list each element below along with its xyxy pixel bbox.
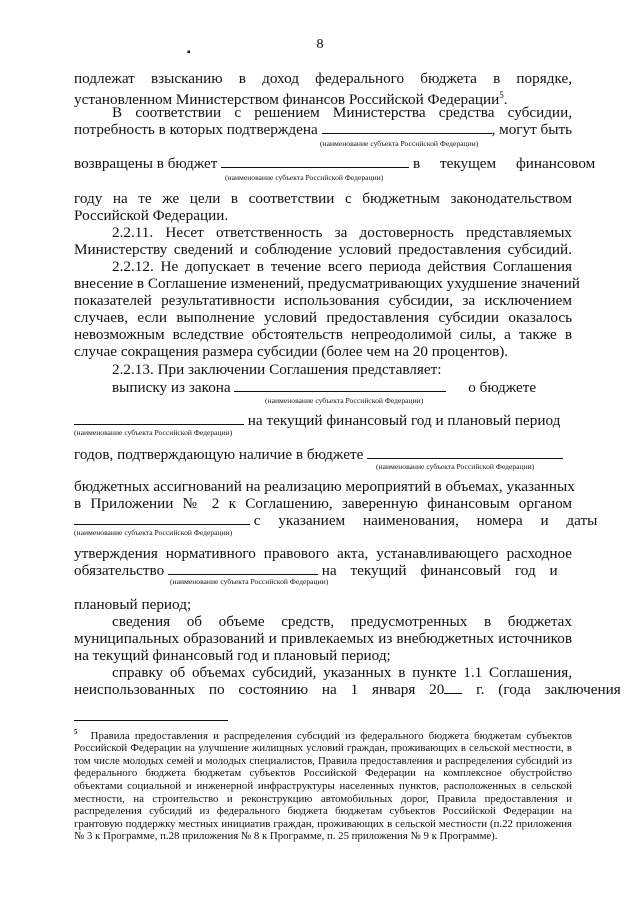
text-line: сведения об объеме средств, предусмотренных в бюджетах — [112, 613, 572, 630]
text-line: на текущий финансовый год и плановый период — [74, 412, 572, 429]
blank-field — [221, 155, 409, 168]
page-number: 8 — [316, 37, 324, 52]
field-caption: (наименование субъекта Российской Федерации) — [376, 462, 535, 471]
text-line: показателей результативности использования субсидии, за исключением — [74, 292, 572, 309]
blank-field — [74, 512, 250, 525]
blank-field — [367, 446, 563, 459]
text-line: 2.2.13. При заключении Соглашения представляет: — [112, 361, 442, 378]
field-caption: (наименование субъекта Российской Федерации) — [265, 396, 424, 405]
text-line: 2.2.11. Несет ответственность за достоверность представляемых — [112, 224, 572, 241]
text-line: утверждения нормативного правового акта, устанавливающего расходное — [74, 545, 572, 562]
field-caption: (наименование субъекта Российской Федерации) — [225, 173, 384, 182]
blank-field — [74, 412, 244, 425]
blank-field — [444, 681, 462, 694]
text-line: году на те же цели в соответствии с бюджетным законодательством — [74, 190, 572, 207]
text-line: обязательство на текущий финансовый год и — [74, 562, 558, 579]
text-line: случае сокращения размера субсидии (более чем на 20 процентов). — [74, 343, 509, 360]
text-line: Российской Федерации. — [74, 207, 229, 224]
footnote-mark: 5 — [74, 728, 78, 736]
field-caption: (наименование субъекта Российской Федерации) — [320, 139, 479, 148]
text-line: В соответствии с решением Министерства средства субсидии, — [112, 104, 572, 121]
text-line: неиспользованных по состоянию на 1 января 20 г. (года заключения — [74, 681, 621, 698]
footnote-ref: 5 — [499, 90, 504, 100]
text-line: 2.2.12. Не допускает в течение всего периода действия Соглашения — [112, 258, 572, 275]
text-line: в Приложении № 2 к Соглашению, заверенную финансовым органом — [74, 495, 572, 512]
footnote-separator — [74, 720, 228, 721]
text-line: возвращены в бюджет в текущем финансовом — [74, 155, 596, 172]
text-line: Министерству сведений и соблюдение условий предоставления субсидий. — [74, 241, 572, 258]
field-caption: (наименование субъекта Российской Федерации) — [74, 428, 233, 437]
field-caption: (наименование субъекта Российской Федерации) — [74, 528, 233, 537]
blank-field — [168, 562, 318, 575]
text-line: невозможным вследствие обстоятельств непреодолимой силы, а также в — [74, 326, 572, 343]
text-line: плановый период; — [74, 596, 192, 613]
text-line: установленном Министерством финансов Российской Федерации$^5$. — [74, 90, 508, 109]
text-line: внесение в Соглашение изменений, предусматривающих ухудшение значений — [74, 275, 580, 292]
text-line: выписку из закона о бюджете — [112, 379, 537, 396]
text-line: случаев, если выполнение условий предоставления субсидии оказалось — [74, 309, 572, 326]
text-line: с указанием наименования, номера и даты — [74, 512, 572, 529]
footnote — [74, 726, 572, 843]
text-line: справку об объемах субсидий, указанных в пункте 1.1 Соглашения, — [112, 664, 572, 681]
field-caption: (наименование субъекта Российской Федерации) — [170, 577, 329, 586]
text-line: годов, подтверждающую наличие в бюджете — [74, 446, 572, 463]
text-line: подлежат взысканию в доход федерального бюджета в порядке, — [74, 70, 572, 87]
scan-mark: ▪ — [187, 47, 191, 58]
text-line: бюджетных ассигнований на реализацию мероприятий в объемах, указанных — [74, 478, 575, 495]
text-line: потребность в которых подтверждена , могут быть — [74, 121, 573, 138]
blank-field — [322, 121, 492, 134]
footnote-text: Правила предоставления и распределения субсидий из федерального бюджета бюджетам субъектов Российской Федерации на улучшение жилищных условий граждан, проживающих в сельской местности, в том числе молодых семей и молодых специалистов, Правила предоставления и распределения субсидий из федерального бюджета бюджетам субъектов Российской Федерации на комплексное обустройство объектами социальной и инженерной инфраструктуры населенных пунктов, расположенных в сельской местности, на строительство и реконструкцию автомобильных дорог, Правила предоставления и распределения субсидий из федерального бюджета бюджетам субъектов Российской Федерации на грантовую поддержку местных инициатив граждан, проживающих в сельской местности (п.22 приложения № 3 к Программе, п.28 приложения № 8 к Программе, п. 25 приложения № 9 к Программе). — [74, 729, 573, 843]
blank-field — [234, 379, 446, 392]
text-line: муниципальных образований и привлекаемых из внебюджетных источников — [74, 630, 572, 647]
text-line: на текущий финансовый год и плановый период; — [74, 647, 391, 664]
